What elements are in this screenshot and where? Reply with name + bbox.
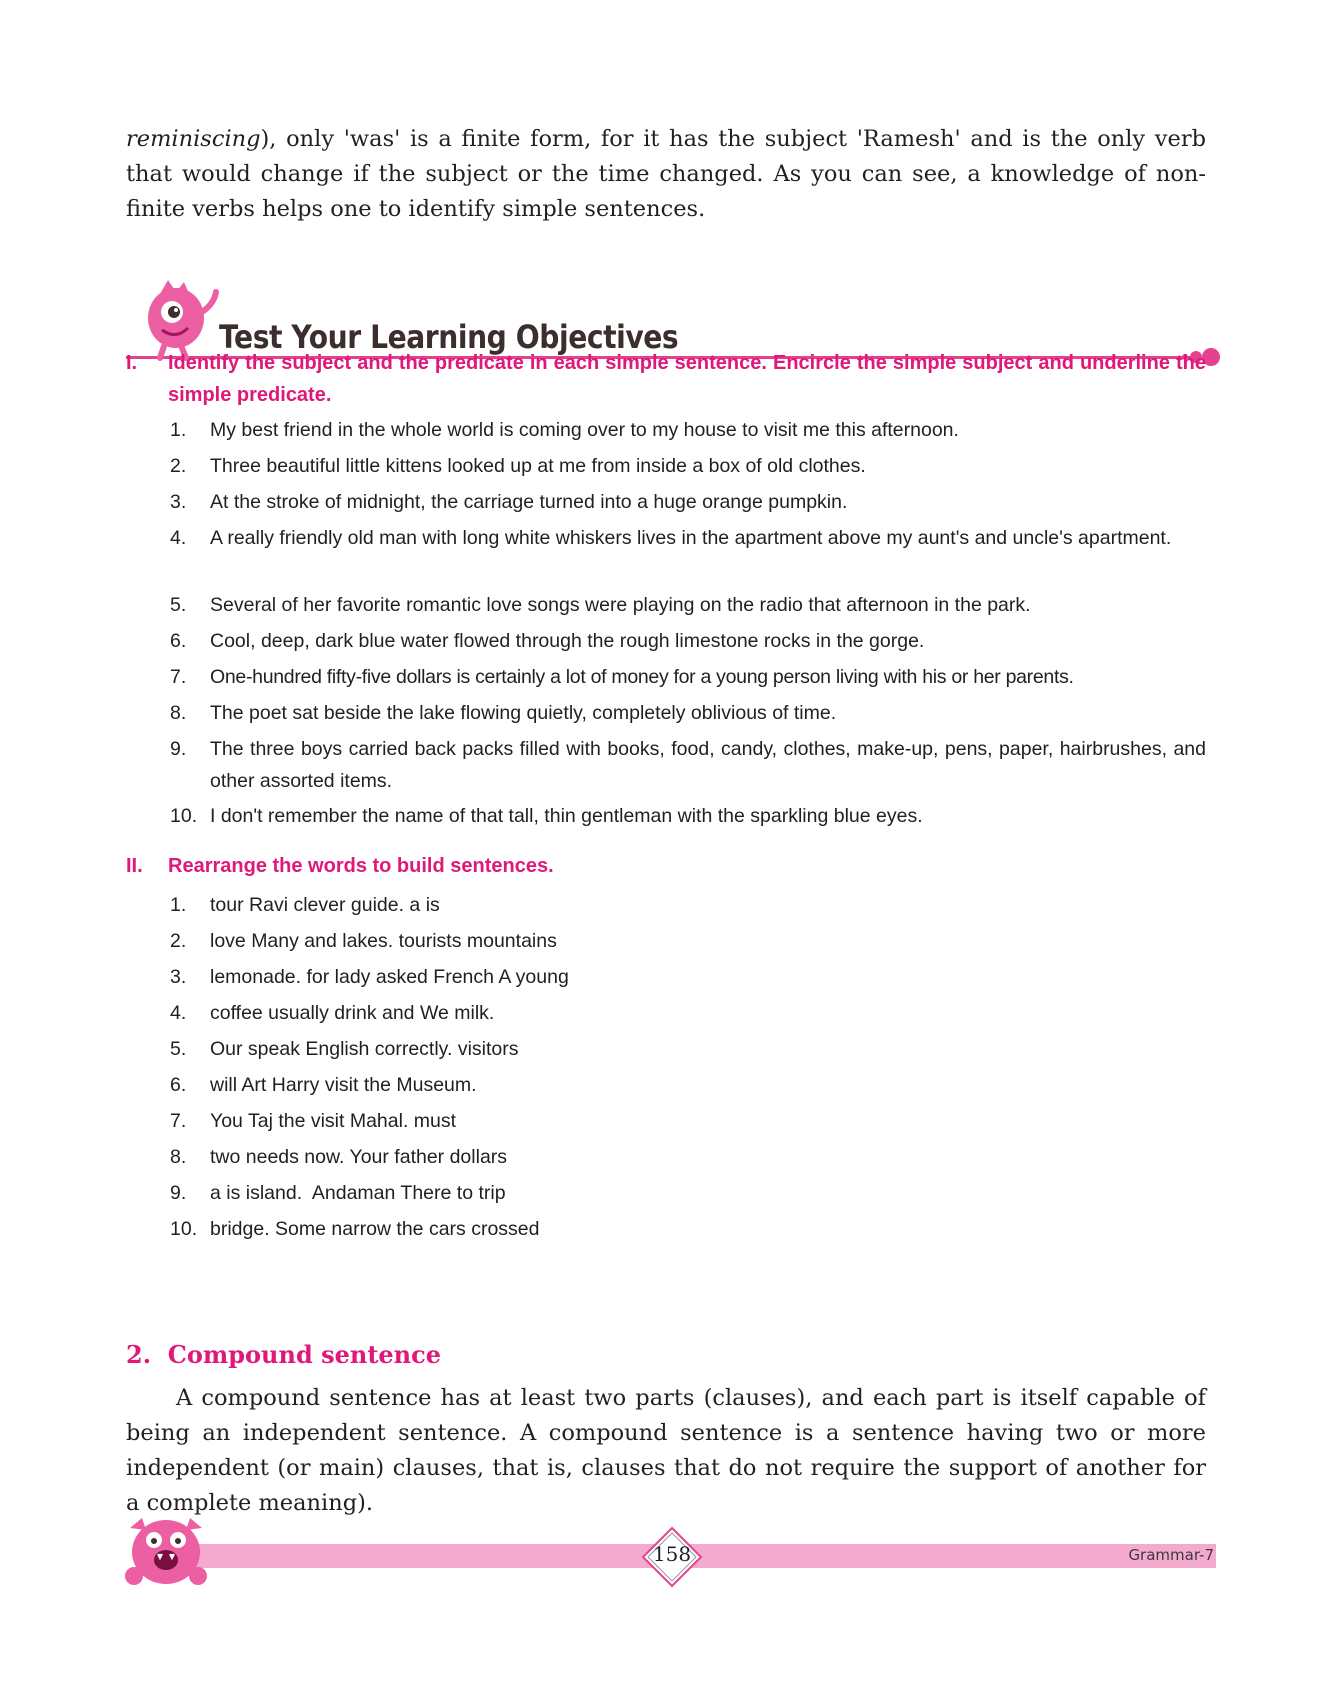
list-item: 5. Our speak English correctly. visitors <box>170 1038 519 1060</box>
list-item: 2. Three beautiful little kittens looked up at me from inside a box of old clothes. <box>170 455 866 477</box>
list-item: 1. My best friend in the whole world is coming over to my house to visit me this afternoon. <box>170 419 959 441</box>
list-item: 3. lemonade. for lady asked French A young <box>170 966 569 988</box>
list-item: 3. At the stroke of midnight, the carriage turned into a huge orange pumpkin. <box>170 491 848 513</box>
section-body: A compound sentence has at least two parts (clauses), and each part is itself capable of being an independent sentence. A compound sentence is a sentence having two or more independent (or main) clauses, that is, clauses that do not require the support of another for a complete meaning). <box>126 1385 1206 1516</box>
list-item: 10. bridge. Some narrow the cars crossed <box>170 1218 540 1240</box>
exercise-1-instruction: Identify the subject and the predicate in each simple sentence. Encircle the simple subject and underline the simple predicate. <box>168 352 1206 406</box>
list-item: 8. two needs now. Your father dollars <box>170 1146 508 1168</box>
section-title: 2. Compound sentence <box>126 1340 442 1369</box>
list-item: 6. will Art Harry visit the Museum. <box>170 1074 477 1096</box>
book-title: Grammar-7 <box>1128 1546 1214 1564</box>
page-number: 158 <box>652 1542 692 1566</box>
list-item: 8. The poet sat beside the lake flowing quietly, completely oblivious of time. <box>170 702 837 724</box>
banner-title: Test Your Learning Objectives <box>219 318 679 356</box>
list-item: 9. The three boys carried back packs filled with books, food, candy, clothes, make-up, pens, paper, hairbrushes, and other assorted items. <box>170 738 1206 792</box>
list-item: 4. A really friendly old man with long white whiskers lives in the apartment above my aunt's and uncle's apartment. <box>170 527 1172 549</box>
exercise-1-heading <box>126 347 1206 411</box>
exercise-2-heading <box>126 850 1206 882</box>
pink-monster-footer-icon <box>120 1510 212 1592</box>
exercise-2-instruction: Rearrange the words to build sentences. <box>168 855 554 877</box>
exercise-2-number: II. <box>126 855 143 877</box>
intro-paragraph <box>126 122 1206 227</box>
list-item: 2. love Many and lakes. tourists mountains <box>170 930 557 952</box>
intro-italic-lead: reminiscing <box>126 126 261 152</box>
list-item: 7. One-hundred fifty-five dollars is certainly a lot of money for a young person living with his or her parents. <box>170 666 1074 688</box>
list-item: 6. Cool, deep, dark blue water flowed through the rough limestone rocks in the gorge. <box>170 630 925 652</box>
list-item: 9. a is island. Andaman There to trip <box>170 1182 506 1204</box>
exercise-1-number: I. <box>126 352 138 374</box>
list-item: 5. Several of her favorite romantic love songs were playing on the radio that afternoon in the park. <box>170 594 1031 616</box>
list-item: 4. coffee usually drink and We milk. <box>170 1002 495 1024</box>
list-item: 10. I don't remember the name of that tall, thin gentleman with the sparkling blue eyes. <box>170 805 923 827</box>
intro-text: ), only 'was' is a finite form, for it has the subject 'Ramesh' and is the only verb that would change if the subject or the time changed. As you can see, a knowledge of non-finite verbs helps one to identify simple sentences. <box>126 126 1206 222</box>
list-item: 7. You Taj the visit Mahal. must <box>170 1110 457 1132</box>
list-item: 1. tour Ravi clever guide. a is <box>170 894 440 916</box>
